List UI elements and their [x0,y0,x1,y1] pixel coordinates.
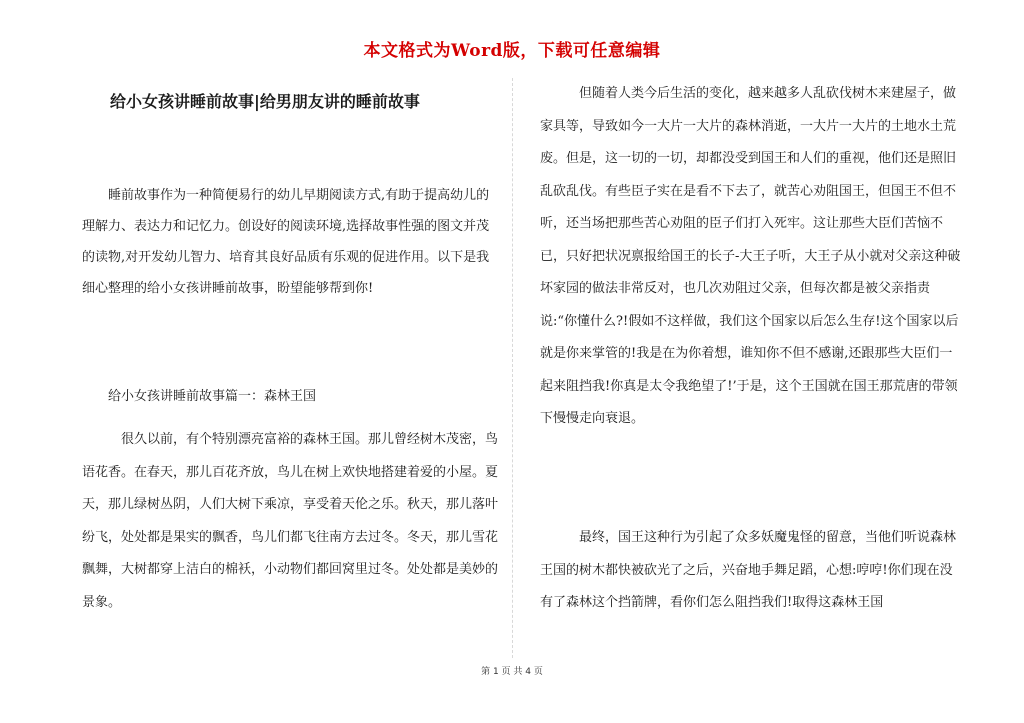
section-heading: 给小女孩讲睡前故事篇一：森林王国 [108,389,317,404]
story-paragraph-2: 但随着人类今后生活的变化，越来越多人乱砍伐树木来建屋子，做家具等，导致如今一大片一大片的森林消逝，一大片一大片的土地水土荒废。但是，这一切的一切，却都没受到国王和人们的重视，他们还是照旧乱砍乱伐。有些臣子实在是看不下去了，就苦心劝阻国王，但国王不但不听，还当场把那些苦心劝阻的臣子们打入死牢。这让那些大臣们苦恼不已，只好把状况禀报给国王的长子-大王子听，大王子从小就对父亲这种破坏家园的做法非常反对，也几次劝阻过父亲，但每次都是被父亲指责说:“你懂什么?!假如不这样做，我们这个国家以后怎么生存!这个国家以后就是你来掌管的!我是在为你着想，谁知你不但不感谢,还跟那些大臣们一起来阻挡我!你真是太令我绝望了!’于是，这个王国就在国王那荒唐的带领下慢慢走向衰退。 [540,86,961,426]
intro-paragraph: 睡前故事作为一种简便易行的幼儿早期阅读方式,有助于提高幼儿的理解力、表达力和记忆力。创设好的阅读环境,选择故事性强的图文并茂的读物,对开发幼儿智力、培育其良好品质有乐观的促进作用。以下是我细心整理的给小女孩讲睡前故事，盼望能够帮到你! [82,188,490,296]
document-title: 给小女孩讲睡前故事|给男朋友讲的睡前故事 [110,92,420,111]
story-paragraph-3: 最终，国王这种行为引起了众多妖魔鬼怪的留意，当他们听说森林王国的树木都快被砍光了之后，兴奋地手舞足蹈，心想:哼哼!你们现在没有了森林这个挡箭牌，看你们怎么阻挡我们!取得这森林王国 [540,530,957,610]
word-format-banner: 本文格式为Word版，下载可任意编辑 [363,41,661,61]
column-divider [512,78,513,658]
story-paragraph-1: 很久以前，有个特别漂亮富裕的森林王国。那儿曾经树木茂密，鸟语花香。在春天，那儿百花齐放，鸟儿在树上欢快地搭建着爱的小屋。夏天，那儿绿树丛阴，人们大树下乘凉，享受着天伦之乐。秋天，那儿落叶纷飞，处处都是果实的飘香，鸟儿们都飞往南方去过冬。冬天，那儿雪花飘舞，大树都穿上洁白的棉袄，小动物们都回窝里过冬。处处都是美妙的景象。 [82,432,499,610]
page-footer: 第 1 页 共 4 页 [481,667,543,677]
